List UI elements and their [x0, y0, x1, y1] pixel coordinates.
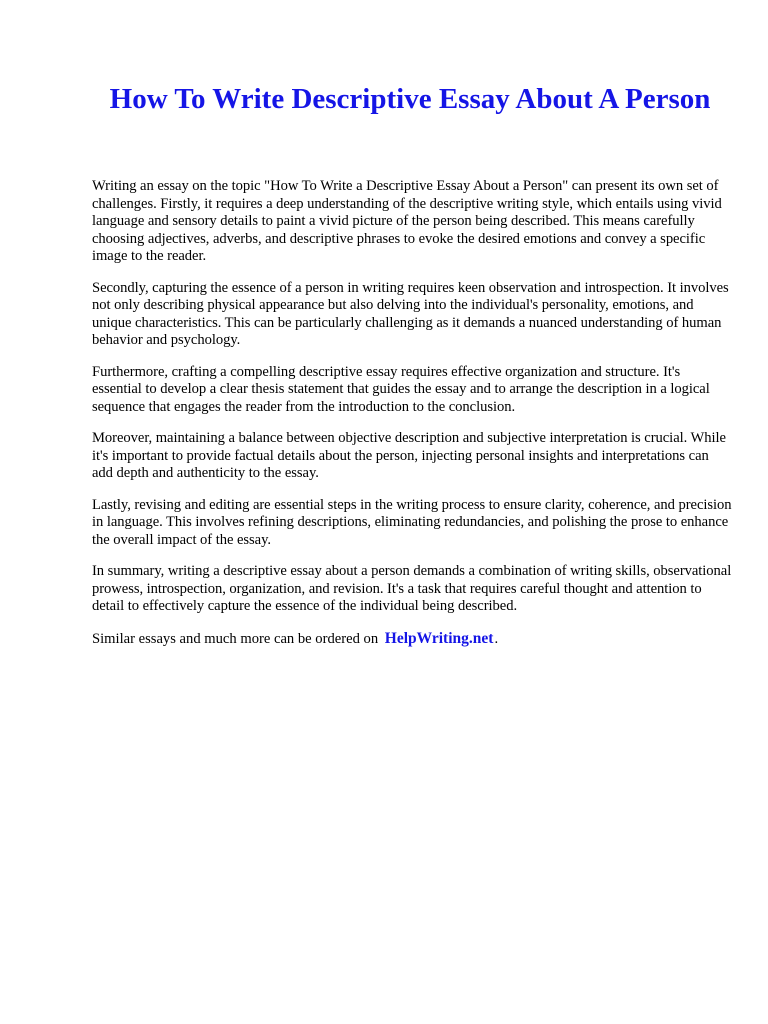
closing-suffix: . — [494, 630, 499, 647]
paragraph-4: Moreover, maintaining a balance between objective description and subjective interpretation is crucial. While it's important to provide factual details about the person, injecting personal insights and interpretations can add depth and authenticity to the essay. — [92, 430, 726, 481]
paragraph-5: Lastly, revising and editing are essential steps in the writing process to ensure clarity, coherence, and precision in language. This involves refining descriptions, eliminating redundancies, and polishing the prose to enhance the overall impact of the essay. — [92, 496, 732, 548]
closing-line — [92, 630, 732, 649]
paragraph-2: Secondly, capturing the essence of a person in writing requires keen observation and introspection. It involves not only describing physical appearance but also delving into the individual's personality, emotions, and unique characteristics. This can be particularly challenging as it demands a nuanced understanding of human behavior and psychology. — [92, 279, 729, 348]
closing-text: Similar essays and much more can be ordered on — [92, 630, 379, 647]
paragraph-1: Writing an essay on the topic "How To Write a Descriptive Essay About a Person" can present its own set of challenges. Firstly, it requires a deep understanding of the descriptive writing style, which entails using vivid language and sensory details to paint a vivid picture of the person being described. This means carefully choosing adjectives, adverbs, and descriptive phrases to evoke the desired emotions and convey a specific image to the reader. — [92, 178, 722, 264]
document-title: How To Write Descriptive Essay About A Person — [109, 83, 711, 115]
document-body — [92, 178, 732, 648]
paragraph-3: Furthermore, crafting a compelling descriptive essay requires effective organization and structure. It's essential to develop a clear thesis statement that guides the essay and to arrange the description in a logical sequence that engages the reader from the introduction to the conclusion. — [92, 363, 710, 415]
helpwriting-link[interactable]: HelpWriting.net — [384, 629, 494, 647]
paragraph-6: In summary, writing a descriptive essay about a person demands a combination of writing skills, observational prowess, introspection, organization, and revision. It's a task that requires careful thought and attention to detail to effectively capture the essence of the individual being described. — [92, 563, 732, 614]
